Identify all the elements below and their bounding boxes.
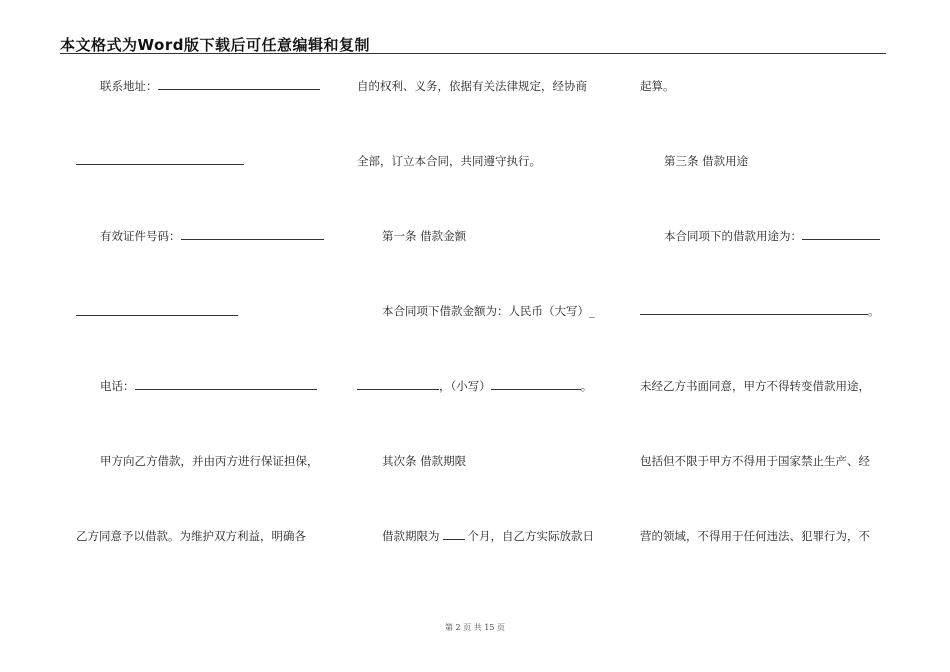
loan-purpose-continuation-line	[640, 304, 880, 318]
phone-label: 电话：	[100, 379, 135, 393]
contact-address-blank	[158, 79, 320, 90]
contact-address-label: 联系地址：	[100, 79, 158, 93]
amount-lowercase-blank	[491, 379, 581, 390]
loan-term-suffix: 个月，自乙方实际放款日	[467, 529, 594, 543]
paragraph-line: 包括但不限于甲方不得用于国家禁止生产、经	[640, 454, 870, 468]
loan-purpose-continuation-blank	[640, 304, 868, 315]
document-header-title: 本文格式为Word版下载后可任意编辑和复制	[60, 36, 370, 54]
contact-address-line	[100, 79, 320, 93]
loan-purpose-label: 本合同项下的借款用途为：	[664, 229, 802, 243]
paragraph-line: 营的领域，不得用于任何违法、犯罪行为，不	[640, 529, 870, 543]
paragraph-line: 起算。	[640, 79, 675, 93]
header-divider	[60, 53, 886, 54]
loan-term-line	[382, 529, 594, 543]
page-number: 第 2 页 共 15 页	[445, 623, 505, 632]
loan-term-prefix: 借款期限为	[382, 529, 440, 543]
amount-small-separator: ，（小写）	[439, 379, 491, 393]
paragraph-line: 甲方向乙方借款，并由丙方进行保证担保，	[100, 454, 319, 468]
article-3-title: 第三条 借款用途	[664, 154, 749, 168]
phone-line	[100, 379, 317, 393]
id-number-label: 有效证件号码：	[100, 229, 181, 243]
loan-amount-line: 本合同项下借款金额为：人民币（大写）_	[382, 304, 595, 318]
amount-end-punctuation: 。	[580, 379, 593, 393]
paragraph-line: 自的权利、义务，依据有关法律规定，经协商	[357, 79, 587, 93]
paragraph-line: 全部，订立本合同，共同遵守执行。	[357, 154, 541, 168]
id-number-continuation-blank	[76, 315, 238, 316]
loan-purpose-blank	[802, 229, 880, 240]
article-2-title: 其次条 借款期限	[382, 454, 467, 468]
loan-term-months-blank	[443, 529, 465, 540]
paragraph-line: 未经乙方书面同意，甲方不得转变借款用途，	[640, 379, 870, 393]
loan-amount-figures-line	[357, 379, 592, 393]
loan-purpose-line	[664, 229, 880, 243]
id-number-blank	[181, 229, 324, 240]
id-number-line	[100, 229, 324, 243]
article-1-title: 第一条 借款金额	[382, 229, 467, 243]
amount-uppercase-blank	[357, 379, 439, 390]
contact-address-continuation-blank	[76, 164, 244, 165]
paragraph-line: 乙方同意予以借款。为维护双方利益，明确各	[76, 529, 306, 543]
phone-blank	[135, 379, 317, 390]
loan-purpose-end-punctuation: 。	[868, 304, 880, 318]
